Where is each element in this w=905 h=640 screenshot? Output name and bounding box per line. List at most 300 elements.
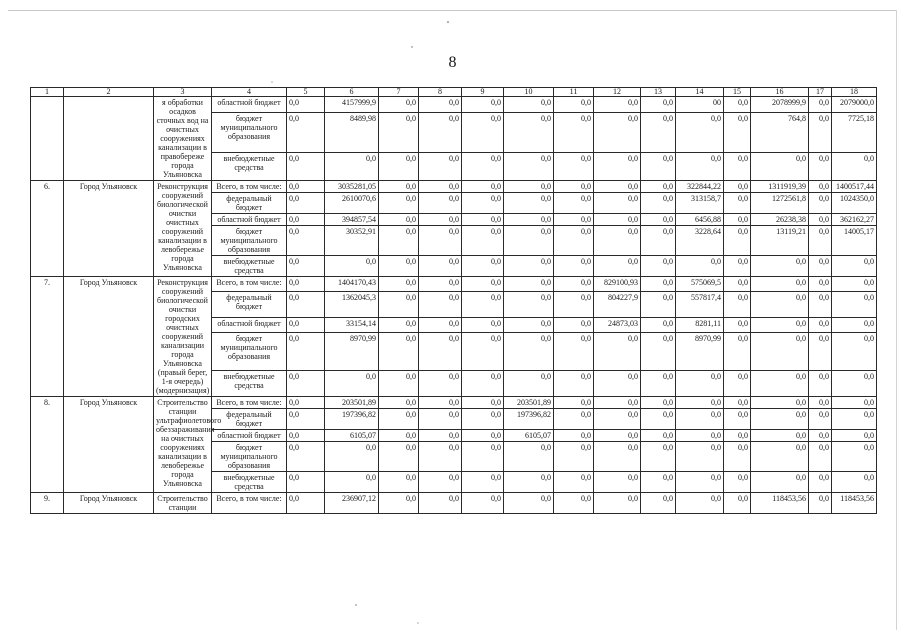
amount-cell: 0,0	[462, 97, 504, 113]
amount-cell: 0,0	[641, 193, 676, 214]
amount-cell: 0,0	[287, 153, 325, 181]
amount-cell: 0,0	[641, 472, 676, 493]
amount-cell: 0,0	[419, 226, 462, 256]
amount-cell: 6105,07	[504, 430, 554, 442]
column-header-row	[31, 88, 877, 97]
amount-cell: 0,0	[287, 193, 325, 214]
amount-cell: 0,0	[379, 333, 419, 371]
amount-cell: 0,0	[676, 430, 724, 442]
amount-cell: 14005,17	[832, 226, 877, 256]
column-header: 5	[287, 88, 325, 97]
amount-cell: 0,0	[724, 430, 751, 442]
scan-edge-right	[896, 10, 897, 630]
amount-cell: 13119,21	[751, 226, 809, 256]
amount-cell: 0,0	[809, 333, 832, 371]
amount-cell: 0,0	[462, 113, 504, 153]
amount-cell: 0,0	[379, 430, 419, 442]
column-header: 6	[325, 88, 379, 97]
column-header: 9	[462, 88, 504, 97]
amount-cell: 0,0	[594, 113, 641, 153]
amount-cell: 0,0	[504, 292, 554, 318]
amount-cell: 3035281,05	[325, 181, 379, 193]
amount-cell: 0,0	[594, 226, 641, 256]
amount-cell: 0,0	[809, 370, 832, 396]
amount-cell: 0,0	[325, 256, 379, 277]
amount-cell: 0,0	[751, 153, 809, 181]
amount-cell: 0,0	[419, 97, 462, 113]
amount-cell: 0,0	[379, 226, 419, 256]
amount-cell: 0,0	[462, 214, 504, 226]
amount-cell: 0,0	[554, 370, 594, 396]
amount-cell: 0,0	[379, 153, 419, 181]
column-header: 8	[419, 88, 462, 97]
amount-cell: 0,0	[379, 181, 419, 193]
amount-cell: 0,0	[809, 226, 832, 256]
amount-cell: 0,0	[724, 193, 751, 214]
funding-source: бюджет муниципального образования	[212, 113, 287, 153]
funding-source: внебюджетные средства	[212, 153, 287, 181]
amount-cell: 0,0	[325, 370, 379, 396]
amount-cell: 8489,98	[325, 113, 379, 153]
column-header: 7	[379, 88, 419, 97]
amount-cell: 0,0	[554, 318, 594, 333]
amount-cell: 0,0	[594, 153, 641, 181]
amount-cell: 236907,12	[325, 493, 379, 514]
amount-cell: 0,0	[504, 370, 554, 396]
amount-cell: 0,0	[287, 181, 325, 193]
amount-cell: 0,0	[594, 442, 641, 472]
amount-cell: 0,0	[832, 472, 877, 493]
row-location: Город Ульяновск	[64, 397, 154, 493]
row-description: Реконструкция сооружений биологической очистки городских очистных сооружений канализации города Ульяновска (правый берег, 1-я очередь) (модернизация)	[154, 277, 212, 397]
amount-cell: 0,0	[504, 493, 554, 514]
amount-cell: 0,0	[641, 397, 676, 409]
amount-cell: 0,0	[641, 493, 676, 514]
amount-cell: 118453,56	[751, 493, 809, 514]
funding-source: федеральный бюджет	[212, 292, 287, 318]
amount-cell: 0,0	[504, 277, 554, 292]
amount-cell: 0,0	[325, 472, 379, 493]
amount-cell: 0,0	[287, 113, 325, 153]
amount-cell: 0,0	[504, 153, 554, 181]
amount-cell: 0,0	[419, 277, 462, 292]
amount-cell: 0,0	[554, 409, 594, 430]
amount-cell: 0,0	[462, 226, 504, 256]
funding-source: федеральный бюджет	[212, 409, 287, 430]
amount-cell: 0,0	[504, 318, 554, 333]
amount-cell: 0,0	[379, 472, 419, 493]
amount-cell: 0,0	[462, 397, 504, 409]
amount-cell: 0,0	[379, 277, 419, 292]
amount-cell: 0,0	[554, 277, 594, 292]
row-number: 8.	[31, 397, 64, 493]
amount-cell: 0,0	[419, 493, 462, 514]
funding-source: Всего, в том числе:	[212, 397, 287, 409]
amount-cell: 0,0	[751, 277, 809, 292]
amount-cell: 1024350,0	[832, 193, 877, 214]
amount-cell: 0,0	[419, 214, 462, 226]
amount-cell: 0,0	[419, 181, 462, 193]
table-body	[31, 88, 877, 514]
amount-cell: 0,0	[379, 442, 419, 472]
amount-cell: 0,0	[676, 370, 724, 396]
amount-cell: 0,0	[379, 193, 419, 214]
amount-cell: 0,0	[554, 181, 594, 193]
amount-cell: 33154,14	[325, 318, 379, 333]
amount-cell: 2610070,6	[325, 193, 379, 214]
row-description: я обработки осадков сточных вод на очистных сооружениях канализации в правобереже города Ульяновска	[154, 97, 212, 181]
amount-cell: 0,0	[287, 277, 325, 292]
amount-cell: 0,0	[379, 214, 419, 226]
amount-cell: 0,0	[462, 442, 504, 472]
amount-cell: 0,0	[287, 256, 325, 277]
funding-source: областной бюджет	[212, 430, 287, 442]
amount-cell: 0,0	[594, 193, 641, 214]
amount-cell: 0,0	[641, 226, 676, 256]
amount-cell: 0,0	[287, 472, 325, 493]
amount-cell: 0,0	[462, 193, 504, 214]
amount-cell: 0,0	[594, 370, 641, 396]
amount-cell: 0,0	[751, 442, 809, 472]
amount-cell: 313158,7	[676, 193, 724, 214]
amount-cell: 0,0	[379, 397, 419, 409]
amount-cell: 0,0	[462, 292, 504, 318]
amount-cell: 0,0	[594, 472, 641, 493]
amount-cell: 0,0	[287, 397, 325, 409]
amount-cell: 0,0	[641, 181, 676, 193]
amount-cell: 322844,22	[676, 181, 724, 193]
funding-source: бюджет муниципального образования	[212, 442, 287, 472]
amount-cell: 0,0	[676, 442, 724, 472]
amount-cell: 0,0	[724, 292, 751, 318]
amount-cell: 0,0	[287, 226, 325, 256]
row-location: Город Ульяновск	[64, 277, 154, 397]
amount-cell: 0,0	[462, 430, 504, 442]
amount-cell: 0,0	[554, 472, 594, 493]
row-number	[31, 97, 64, 181]
amount-cell: 0,0	[832, 397, 877, 409]
amount-cell: 26238,38	[751, 214, 809, 226]
table-row	[31, 97, 877, 113]
amount-cell: 203501,89	[325, 397, 379, 409]
amount-cell: 0,0	[724, 153, 751, 181]
amount-cell: 0,0	[379, 409, 419, 430]
amount-cell: 0,0	[379, 493, 419, 514]
amount-cell: 829100,93	[594, 277, 641, 292]
amount-cell: 0,0	[462, 370, 504, 396]
amount-cell: 0,0	[287, 370, 325, 396]
amount-cell: 0,0	[287, 97, 325, 113]
amount-cell: 0,0	[724, 472, 751, 493]
amount-cell: 0,0	[504, 226, 554, 256]
amount-cell: 0,0	[832, 430, 877, 442]
amount-cell: 0,0	[419, 193, 462, 214]
amount-cell: 0,0	[724, 256, 751, 277]
amount-cell: 0,0	[594, 214, 641, 226]
column-header: 3	[154, 88, 212, 97]
amount-cell: 0,0	[724, 181, 751, 193]
amount-cell: 0,0	[287, 333, 325, 371]
column-header: 15	[724, 88, 751, 97]
amount-cell: 0,0	[462, 181, 504, 193]
amount-cell: 0,0	[594, 493, 641, 514]
amount-cell: 0,0	[641, 442, 676, 472]
table-row	[31, 493, 877, 514]
amount-cell: 0,0	[641, 292, 676, 318]
amount-cell: 0,0	[287, 318, 325, 333]
amount-cell: 0,0	[554, 397, 594, 409]
funding-source: областной бюджет	[212, 318, 287, 333]
amount-cell: 0,0	[594, 397, 641, 409]
amount-cell: 6456,88	[676, 214, 724, 226]
amount-cell: 0,0	[809, 292, 832, 318]
amount-cell: 0,0	[751, 397, 809, 409]
amount-cell: 0,0	[504, 214, 554, 226]
row-number: 6.	[31, 181, 64, 277]
amount-cell: 0,0	[419, 113, 462, 153]
funding-source: Всего, в том числе:	[212, 493, 287, 514]
amount-cell: 0,0	[641, 318, 676, 333]
amount-cell: 0,0	[751, 370, 809, 396]
column-header: 13	[641, 88, 676, 97]
amount-cell: 0,0	[809, 277, 832, 292]
amount-cell: 0,0	[724, 333, 751, 371]
amount-cell: 0,0	[419, 153, 462, 181]
amount-cell: 0,0	[594, 333, 641, 371]
amount-cell: 0,0	[419, 472, 462, 493]
amount-cell: 0,0	[419, 397, 462, 409]
row-number: 9.	[31, 493, 64, 514]
column-header: 1	[31, 88, 64, 97]
amount-cell: 0,0	[379, 97, 419, 113]
amount-cell: 0,0	[287, 409, 325, 430]
amount-cell: 0,0	[379, 113, 419, 153]
amount-cell: 8970,99	[676, 333, 724, 371]
amount-cell: 394857,54	[325, 214, 379, 226]
page-number: 8	[448, 54, 457, 71]
amount-cell: 4157999,9	[325, 97, 379, 113]
amount-cell: 0,0	[504, 333, 554, 371]
amount-cell: 0,0	[724, 397, 751, 409]
scan-edge-top	[8, 10, 896, 11]
amount-cell: 0,0	[724, 442, 751, 472]
amount-cell: 0,0	[554, 153, 594, 181]
amount-cell: 0,0	[641, 153, 676, 181]
amount-cell: 0,0	[594, 181, 641, 193]
column-header: 16	[751, 88, 809, 97]
amount-cell: 118453,56	[832, 493, 877, 514]
amount-cell: 8970,99	[325, 333, 379, 371]
amount-cell: 1404170,43	[325, 277, 379, 292]
amount-cell: 0,0	[724, 226, 751, 256]
amount-cell: 0,0	[809, 153, 832, 181]
row-description: Строительство станции ультрафиолетового обеззараживания на очистных сооружениях канализации в левобережье города Ульяновска	[154, 397, 212, 493]
amount-cell: 0,0	[287, 493, 325, 514]
amount-cell: 0,0	[419, 292, 462, 318]
column-header: 2	[64, 88, 154, 97]
column-header: 18	[832, 88, 877, 97]
amount-cell: 0,0	[724, 277, 751, 292]
amount-cell: 0,0	[676, 256, 724, 277]
row-location: Город Ульяновск	[64, 181, 154, 277]
amount-cell: 0,0	[809, 472, 832, 493]
amount-cell: 24873,03	[594, 318, 641, 333]
amount-cell: 0,0	[419, 442, 462, 472]
column-header: 14	[676, 88, 724, 97]
funding-source: внебюджетные средства	[212, 370, 287, 396]
amount-cell: 0,0	[641, 333, 676, 371]
row-description: Строительство станции	[154, 493, 212, 514]
amount-cell: 1272561,8	[751, 193, 809, 214]
amount-cell: 0,0	[751, 318, 809, 333]
amount-cell: 7725,18	[832, 113, 877, 153]
amount-cell: 0,0	[379, 370, 419, 396]
amount-cell: 804227,9	[594, 292, 641, 318]
amount-cell: 0,0	[379, 318, 419, 333]
amount-cell: 0,0	[809, 318, 832, 333]
amount-cell: 0,0	[809, 397, 832, 409]
funding-source: Всего, в том числе:	[212, 181, 287, 193]
amount-cell: 0,0	[641, 430, 676, 442]
amount-cell: 0,0	[594, 97, 641, 113]
amount-cell: 0,0	[724, 214, 751, 226]
amount-cell: 0,0	[594, 256, 641, 277]
amount-cell: 557817,4	[676, 292, 724, 318]
amount-cell: 0,0	[832, 153, 877, 181]
amount-cell: 0,0	[751, 256, 809, 277]
amount-cell: 0,0	[504, 113, 554, 153]
amount-cell: 00	[676, 97, 724, 113]
amount-cell: 0,0	[554, 97, 594, 113]
amount-cell: 0,0	[676, 153, 724, 181]
amount-cell: 0,0	[676, 113, 724, 153]
amount-cell: 0,0	[462, 277, 504, 292]
amount-cell: 0,0	[504, 181, 554, 193]
amount-cell: 0,0	[419, 409, 462, 430]
amount-cell: 0,0	[676, 472, 724, 493]
row-number: 7.	[31, 277, 64, 397]
amount-cell: 0,0	[554, 292, 594, 318]
amount-cell: 0,0	[724, 113, 751, 153]
budget-table	[30, 87, 877, 514]
amount-cell: 0,0	[809, 442, 832, 472]
amount-cell: 0,0	[554, 493, 594, 514]
column-header: 17	[809, 88, 832, 97]
amount-cell: 0,0	[287, 214, 325, 226]
amount-cell: 0,0	[641, 277, 676, 292]
amount-cell: 0,0	[504, 472, 554, 493]
amount-cell: 0,0	[419, 370, 462, 396]
amount-cell: 0,0	[379, 256, 419, 277]
amount-cell: 0,0	[594, 409, 641, 430]
amount-cell: 0,0	[832, 409, 877, 430]
amount-cell: 0,0	[554, 113, 594, 153]
amount-cell: 0,0	[809, 113, 832, 153]
amount-cell: 0,0	[504, 97, 554, 113]
amount-cell: 1362045,3	[325, 292, 379, 318]
row-location: Город Ульяновск	[64, 493, 154, 514]
amount-cell: 0,0	[554, 442, 594, 472]
amount-cell: 0,0	[832, 277, 877, 292]
amount-cell: 0,0	[462, 256, 504, 277]
amount-cell: 0,0	[724, 493, 751, 514]
funding-source: внебюджетные средства	[212, 256, 287, 277]
row-location	[64, 97, 154, 181]
amount-cell: 0,0	[287, 442, 325, 472]
amount-cell: 0,0	[504, 442, 554, 472]
amount-cell: 0,0	[594, 430, 641, 442]
amount-cell: 0,0	[751, 409, 809, 430]
amount-cell: 0,0	[504, 256, 554, 277]
amount-cell: 0,0	[554, 193, 594, 214]
amount-cell: 0,0	[832, 292, 877, 318]
amount-cell: 0,0	[419, 318, 462, 333]
table-row	[31, 181, 877, 193]
column-header: 12	[594, 88, 641, 97]
amount-cell: 0,0	[641, 409, 676, 430]
table-row	[31, 277, 877, 292]
amount-cell: 0,0	[641, 256, 676, 277]
amount-cell: 0,0	[724, 370, 751, 396]
amount-cell: 0,0	[504, 193, 554, 214]
amount-cell: 0,0	[419, 333, 462, 371]
amount-cell: 0,0	[325, 153, 379, 181]
amount-cell: 575069,5	[676, 277, 724, 292]
amount-cell: 0,0	[676, 409, 724, 430]
amount-cell: 0,0	[419, 256, 462, 277]
amount-cell: 203501,89	[504, 397, 554, 409]
amount-cell: 0,0	[462, 493, 504, 514]
amount-cell: 0,0	[832, 370, 877, 396]
amount-cell: 30352,91	[325, 226, 379, 256]
amount-cell: 0,0	[832, 333, 877, 371]
amount-cell: 0,0	[554, 430, 594, 442]
amount-cell: 0,0	[809, 256, 832, 277]
amount-cell: 0,0	[724, 97, 751, 113]
amount-cell: 0,0	[809, 409, 832, 430]
funding-source: бюджет муниципального образования	[212, 333, 287, 371]
amount-cell: 0,0	[751, 430, 809, 442]
column-header: 11	[554, 88, 594, 97]
row-description: Реконструкция сооружений биологической очистки очистных сооружений канализации в левобережье города Ульяновска	[154, 181, 212, 277]
amount-cell: 0,0	[554, 226, 594, 256]
amount-cell: 0,0	[809, 97, 832, 113]
amount-cell: 0,0	[724, 318, 751, 333]
amount-cell: 0,0	[832, 256, 877, 277]
amount-cell: 0,0	[724, 409, 751, 430]
amount-cell: 0,0	[641, 97, 676, 113]
amount-cell: 0,0	[462, 472, 504, 493]
amount-cell: 764,8	[751, 113, 809, 153]
amount-cell: 0,0	[751, 472, 809, 493]
amount-cell: 0,0	[287, 292, 325, 318]
amount-cell: 0,0	[554, 214, 594, 226]
funding-source: областной бюджет	[212, 214, 287, 226]
amount-cell: 0,0	[641, 370, 676, 396]
amount-cell: 3228,64	[676, 226, 724, 256]
funding-source: федеральный бюджет	[212, 193, 287, 214]
amount-cell: 197396,82	[325, 409, 379, 430]
amount-cell: 0,0	[462, 409, 504, 430]
amount-cell: 0,0	[462, 318, 504, 333]
amount-cell: 0,0	[554, 333, 594, 371]
amount-cell: 0,0	[641, 214, 676, 226]
amount-cell: 0,0	[809, 193, 832, 214]
amount-cell: 0,0	[325, 442, 379, 472]
amount-cell: 8281,11	[676, 318, 724, 333]
amount-cell: 0,0	[419, 430, 462, 442]
funding-source: бюджет муниципального образования	[212, 226, 287, 256]
